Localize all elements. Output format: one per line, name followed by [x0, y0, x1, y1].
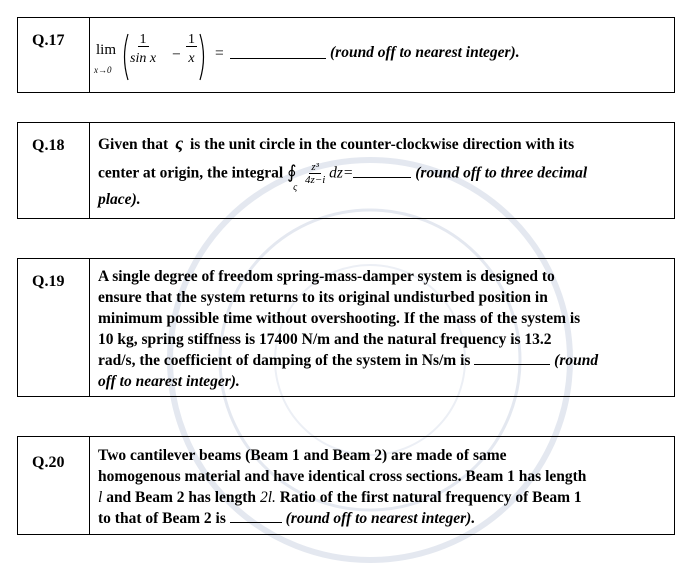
minus-sign: −: [172, 46, 181, 63]
right-paren-icon: [198, 32, 208, 82]
text-line: ensure that the system returns to its original undisturbed position in: [98, 289, 548, 306]
question-text: [90, 18, 674, 92]
text: is the unit circle in the counter-clockwise direction with its: [189, 136, 575, 153]
text: center at origin, the integral: [98, 164, 284, 182]
question-text: [90, 259, 674, 396]
answer-blank: [230, 44, 326, 59]
length-variable: 2l.: [259, 489, 276, 506]
question-number: Q.19: [18, 259, 90, 396]
question-19: [17, 258, 675, 397]
rounding-note-cont: off to nearest integer).: [98, 373, 240, 390]
fraction-one-over-x: $\frac{1}{x}$: [188, 32, 195, 66]
question-number: Q.17: [18, 18, 90, 92]
text-line: rad/s, the coefficient of damping of the system in Ns/m is: [98, 352, 471, 369]
text: to that of Beam 2 is: [98, 510, 226, 527]
answer-blank: [353, 163, 411, 178]
limit-subscript: x→0: [94, 65, 112, 75]
question-number: Q.18: [18, 123, 90, 218]
text-line: Two cantilever beams (Beam 1 and Beam 2) are made of same: [98, 447, 507, 464]
question-number: Q.20: [18, 437, 90, 534]
text-line: minimum possible time without overshooting. If the mass of the system is: [98, 310, 581, 327]
question-text: [90, 437, 674, 534]
answer-blank: [474, 350, 550, 365]
rounding-note: (round: [554, 352, 599, 369]
text: Given that: [98, 136, 169, 153]
limit-label: lim: [96, 42, 117, 58]
question-17: [17, 17, 675, 93]
answer-blank: [230, 508, 282, 523]
fraction-one-over-sinx: $\frac{1}{\text{sin x}}$: [130, 32, 157, 66]
question-20: [17, 436, 675, 535]
left-paren-icon: [120, 32, 130, 82]
text-line: homogenous material and have identical cross sections. Beam 1 has length: [98, 468, 587, 485]
text: Ratio of the first natural frequency of Beam 1: [279, 489, 582, 506]
text-line: A single degree of freedom spring-mass-damper system is designed to: [98, 268, 555, 285]
contour-integral-icon: ∮ ς: [287, 161, 298, 193]
text: and Beam 2 has length: [106, 489, 257, 506]
integrand-fraction: $\frac{\text{z³}}{4z-i}$: [305, 161, 326, 186]
question-text: [90, 123, 674, 218]
equals-sign: =: [215, 45, 224, 62]
rounding-note: (round off to nearest integer).: [285, 510, 476, 527]
rounding-note: (round off to three decimal: [415, 164, 588, 182]
curve-symbol: ς: [175, 133, 184, 153]
text-line: 10 kg, spring stiffness is 17400 N/m and the natural frequency is 13.2: [98, 331, 552, 348]
rounding-note: (round off to nearest integer).: [330, 44, 520, 61]
length-variable: l: [98, 489, 103, 506]
question-18: [17, 122, 675, 219]
dz-label: dz=: [329, 164, 354, 182]
rounding-note-cont: place).: [98, 191, 141, 208]
